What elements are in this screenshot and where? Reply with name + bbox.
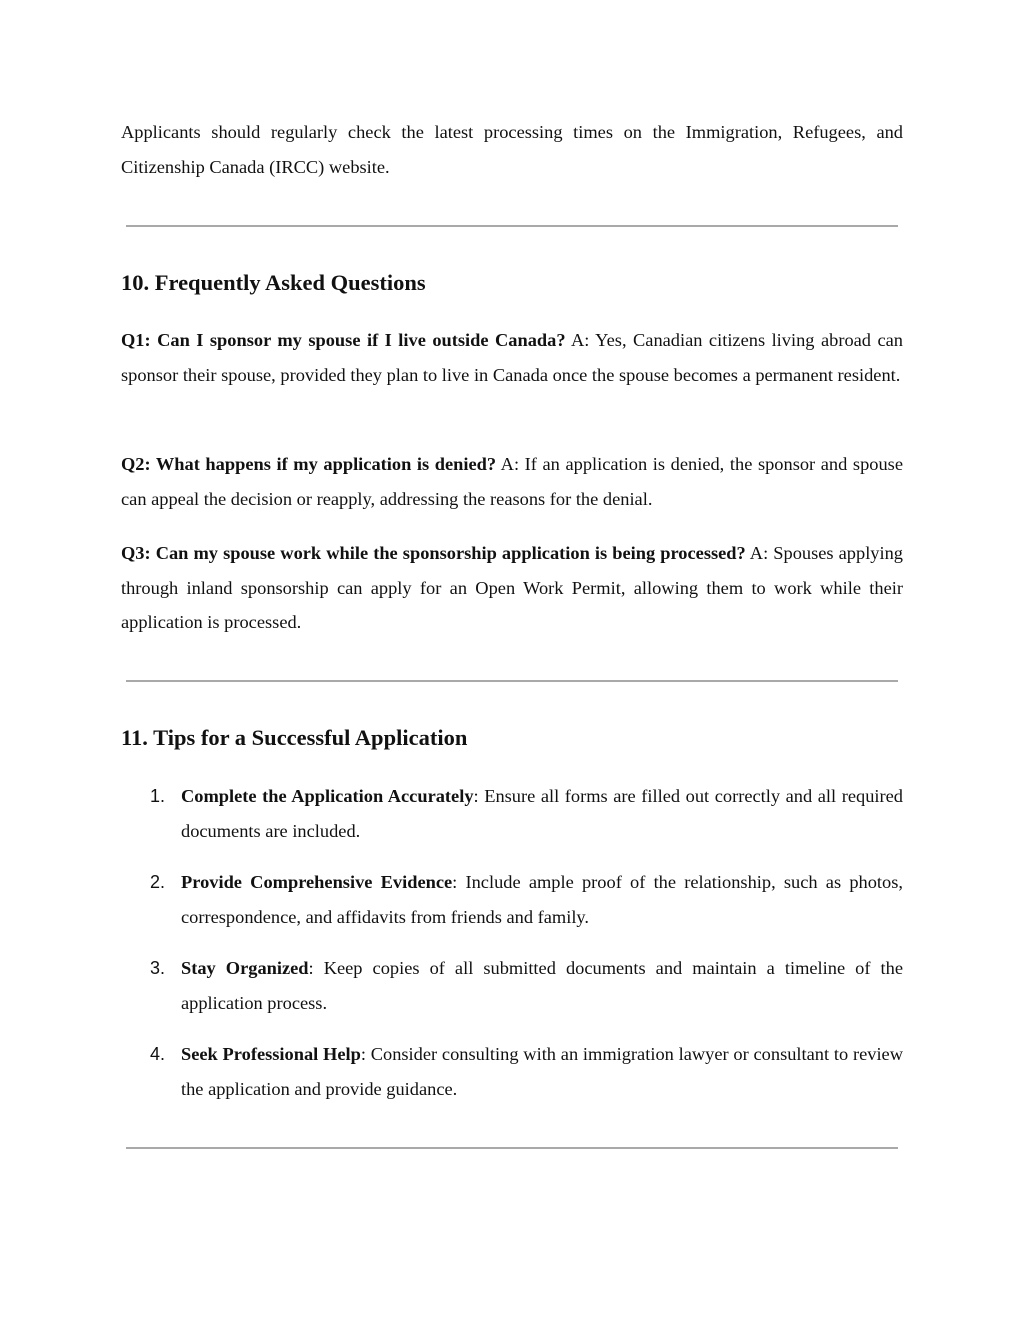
tip-item [121, 951, 903, 1020]
faq-answer: A: Yes, Canadian citizens living abroad can sponsor their spouse, provided they plan to live in Canada once the spouse becomes a permanent resident. [121, 330, 903, 385]
list-number: 4. [150, 1044, 166, 1064]
faq-question: Q1: Can I sponsor my spouse if I live outside Canada? [121, 330, 566, 350]
tip-title: Complete the Application Accurately [181, 786, 474, 806]
tip-body: : Ensure all forms are filled out correctly and all required documents are included. [181, 786, 903, 841]
horizontal-divider [126, 680, 898, 682]
tip-body: : Consider consulting with an immigration lawyer or consultant to review the application and provide guidance. [181, 1044, 903, 1099]
tip-title: Stay Organized [181, 958, 309, 978]
horizontal-divider [126, 225, 898, 227]
list-number: 3. [150, 958, 166, 978]
tip-text [181, 779, 903, 848]
faq-item [121, 447, 903, 516]
tip-text [181, 951, 903, 1020]
tip-title: Provide Comprehensive Evidence [181, 872, 453, 892]
faq-item [121, 323, 903, 392]
faq-heading: 10. Frequently Asked Questions [121, 270, 426, 295]
intro-paragraph: Applicants should regularly check the latest processing times on the Immigration, Refugees, and Citizenship Canada (IRCC) website. [121, 122, 903, 177]
horizontal-divider [126, 1147, 898, 1149]
faq-item [121, 536, 903, 640]
tip-text [181, 1037, 903, 1106]
list-number: 1. [150, 786, 166, 806]
faq-question: Q2: What happens if my application is denied? [121, 454, 497, 474]
list-number: 2. [150, 872, 166, 892]
tips-list [121, 779, 903, 1123]
tip-body: : Keep copies of all submitted documents and maintain a timeline of the application process. [181, 958, 903, 1013]
tips-heading: 11. Tips for a Successful Application [121, 725, 468, 750]
faq-question: Q3: Can my spouse work while the sponsorship application is being processed? [121, 543, 746, 563]
faq-answer: A: Spouses applying through inland sponsorship can apply for an Open Work Permit, allowing them to work while their application is processed. [121, 543, 903, 632]
faq-answer: A: If an application is denied, the sponsor and spouse can appeal the decision or reapply, addressing the reasons for the denial. [121, 454, 903, 509]
tip-item [121, 779, 903, 848]
tip-title: Seek Professional Help [181, 1044, 361, 1064]
tip-body: : Include ample proof of the relationship, such as photos, correspondence, and affidavits from friends and family. [181, 872, 903, 927]
tip-item [121, 865, 903, 934]
tip-item [121, 1037, 903, 1106]
tip-text [181, 865, 903, 934]
